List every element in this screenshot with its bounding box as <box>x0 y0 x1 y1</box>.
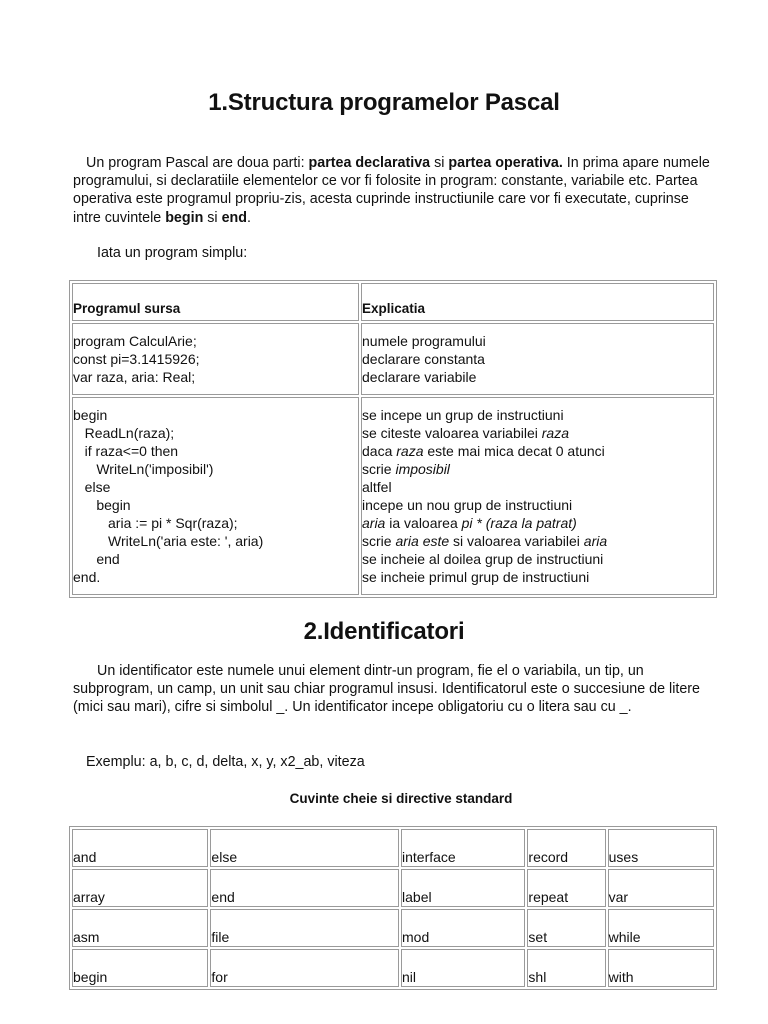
bold-term: begin <box>165 209 204 226</box>
keyword-cell: else <box>210 829 399 867</box>
table-row <box>72 949 714 987</box>
program-table <box>69 280 717 598</box>
keyword-cell: shl <box>527 949 605 987</box>
keywords-table-title: Cuvinte cheie si directive standard <box>289 791 513 806</box>
example-line: Exemplu: a, b, c, d, delta, x, y, x2_ab, viteza <box>86 754 365 770</box>
keyword-cell: var <box>608 869 714 907</box>
bold-term: partea operativa. <box>448 155 563 171</box>
keyword-cell: array <box>72 869 208 907</box>
section-title-structure: 1.Structura programelor Pascal <box>208 89 560 116</box>
keyword-cell: mod <box>401 909 525 947</box>
bold-term: partea declarativa <box>308 155 431 171</box>
keyword-cell: uses <box>608 829 714 867</box>
table-row <box>72 323 714 395</box>
table-row <box>72 397 714 595</box>
table-row <box>72 829 714 867</box>
table-header-row <box>72 283 714 321</box>
keyword-cell: end <box>210 869 399 907</box>
keyword-cell: label <box>401 869 525 907</box>
keywords-table <box>69 826 717 990</box>
simple-program-caption: Iata un program simplu: <box>97 245 248 261</box>
explanation-cell-declarations: numele programului declarare constanta declarare variabile <box>361 323 714 395</box>
bold-term: end <box>221 209 248 226</box>
keyword-cell: nil <box>401 949 525 987</box>
keyword-cell: repeat <box>527 869 605 907</box>
keyword-cell: begin <box>72 949 208 987</box>
keyword-cell: file <box>210 909 399 947</box>
header-source: Programul sursa <box>72 283 359 321</box>
keyword-cell: with <box>608 949 714 987</box>
keyword-cell: asm <box>72 909 208 947</box>
keyword-cell: and <box>72 829 208 867</box>
header-explanation: Explicatia <box>361 283 714 321</box>
keyword-cell: for <box>210 949 399 987</box>
explanation-cell-body: se incepe un grup de instructiuni se citeste valoarea variabilei raza daca raza este mai mica decat 0 atunci scrie imposibil altfel incepe un nou grup de instructiuni aria ia valoarea pi * (raza la patrat) scrie aria este si valoarea variabilei aria se incheie al doilea grup de instructiuni se incheie primul grup de instructiuni <box>361 397 714 595</box>
table-row <box>72 909 714 947</box>
source-cell-body: begin ReadLn(raza); if raza<=0 then WriteLn('imposibil') else begin aria := pi * Sqr(raza); WriteLn('aria este: ', aria) end end. <box>72 397 359 595</box>
intro-paragraph: Un program Pascal are doua parti: partea declarativa si partea operativa. In prima apare numele programului, si declaratiile elementelor ce vor fi folosite in program: constante, variabile etc. Partea operativa este programul propriu-zis, acesta cuprinde instructiunile care vor fi executate, cuprinse intre cuvintele begin si end. <box>73 155 710 226</box>
source-cell-declarations: program CalculArie; const pi=3.1415926; var raza, aria: Real; <box>72 323 359 395</box>
keyword-cell: interface <box>401 829 525 867</box>
keyword-cell: record <box>527 829 605 867</box>
section-title-identifiers: 2.Identificatori <box>303 618 465 645</box>
keyword-cell: while <box>608 909 714 947</box>
keyword-cell: set <box>527 909 605 947</box>
table-row <box>72 869 714 907</box>
identifiers-paragraph: Un identificator este numele unui element dintr-un program, fie el o variabila, un tip, un subprogram, un camp, un unit sau chiar programul insusi. Identificatorul este o succesiune de litere (mici sau mari), cifre si simbolul _. Un identificator incepe obligatoriu cu o litera sau cu _. <box>73 663 701 716</box>
